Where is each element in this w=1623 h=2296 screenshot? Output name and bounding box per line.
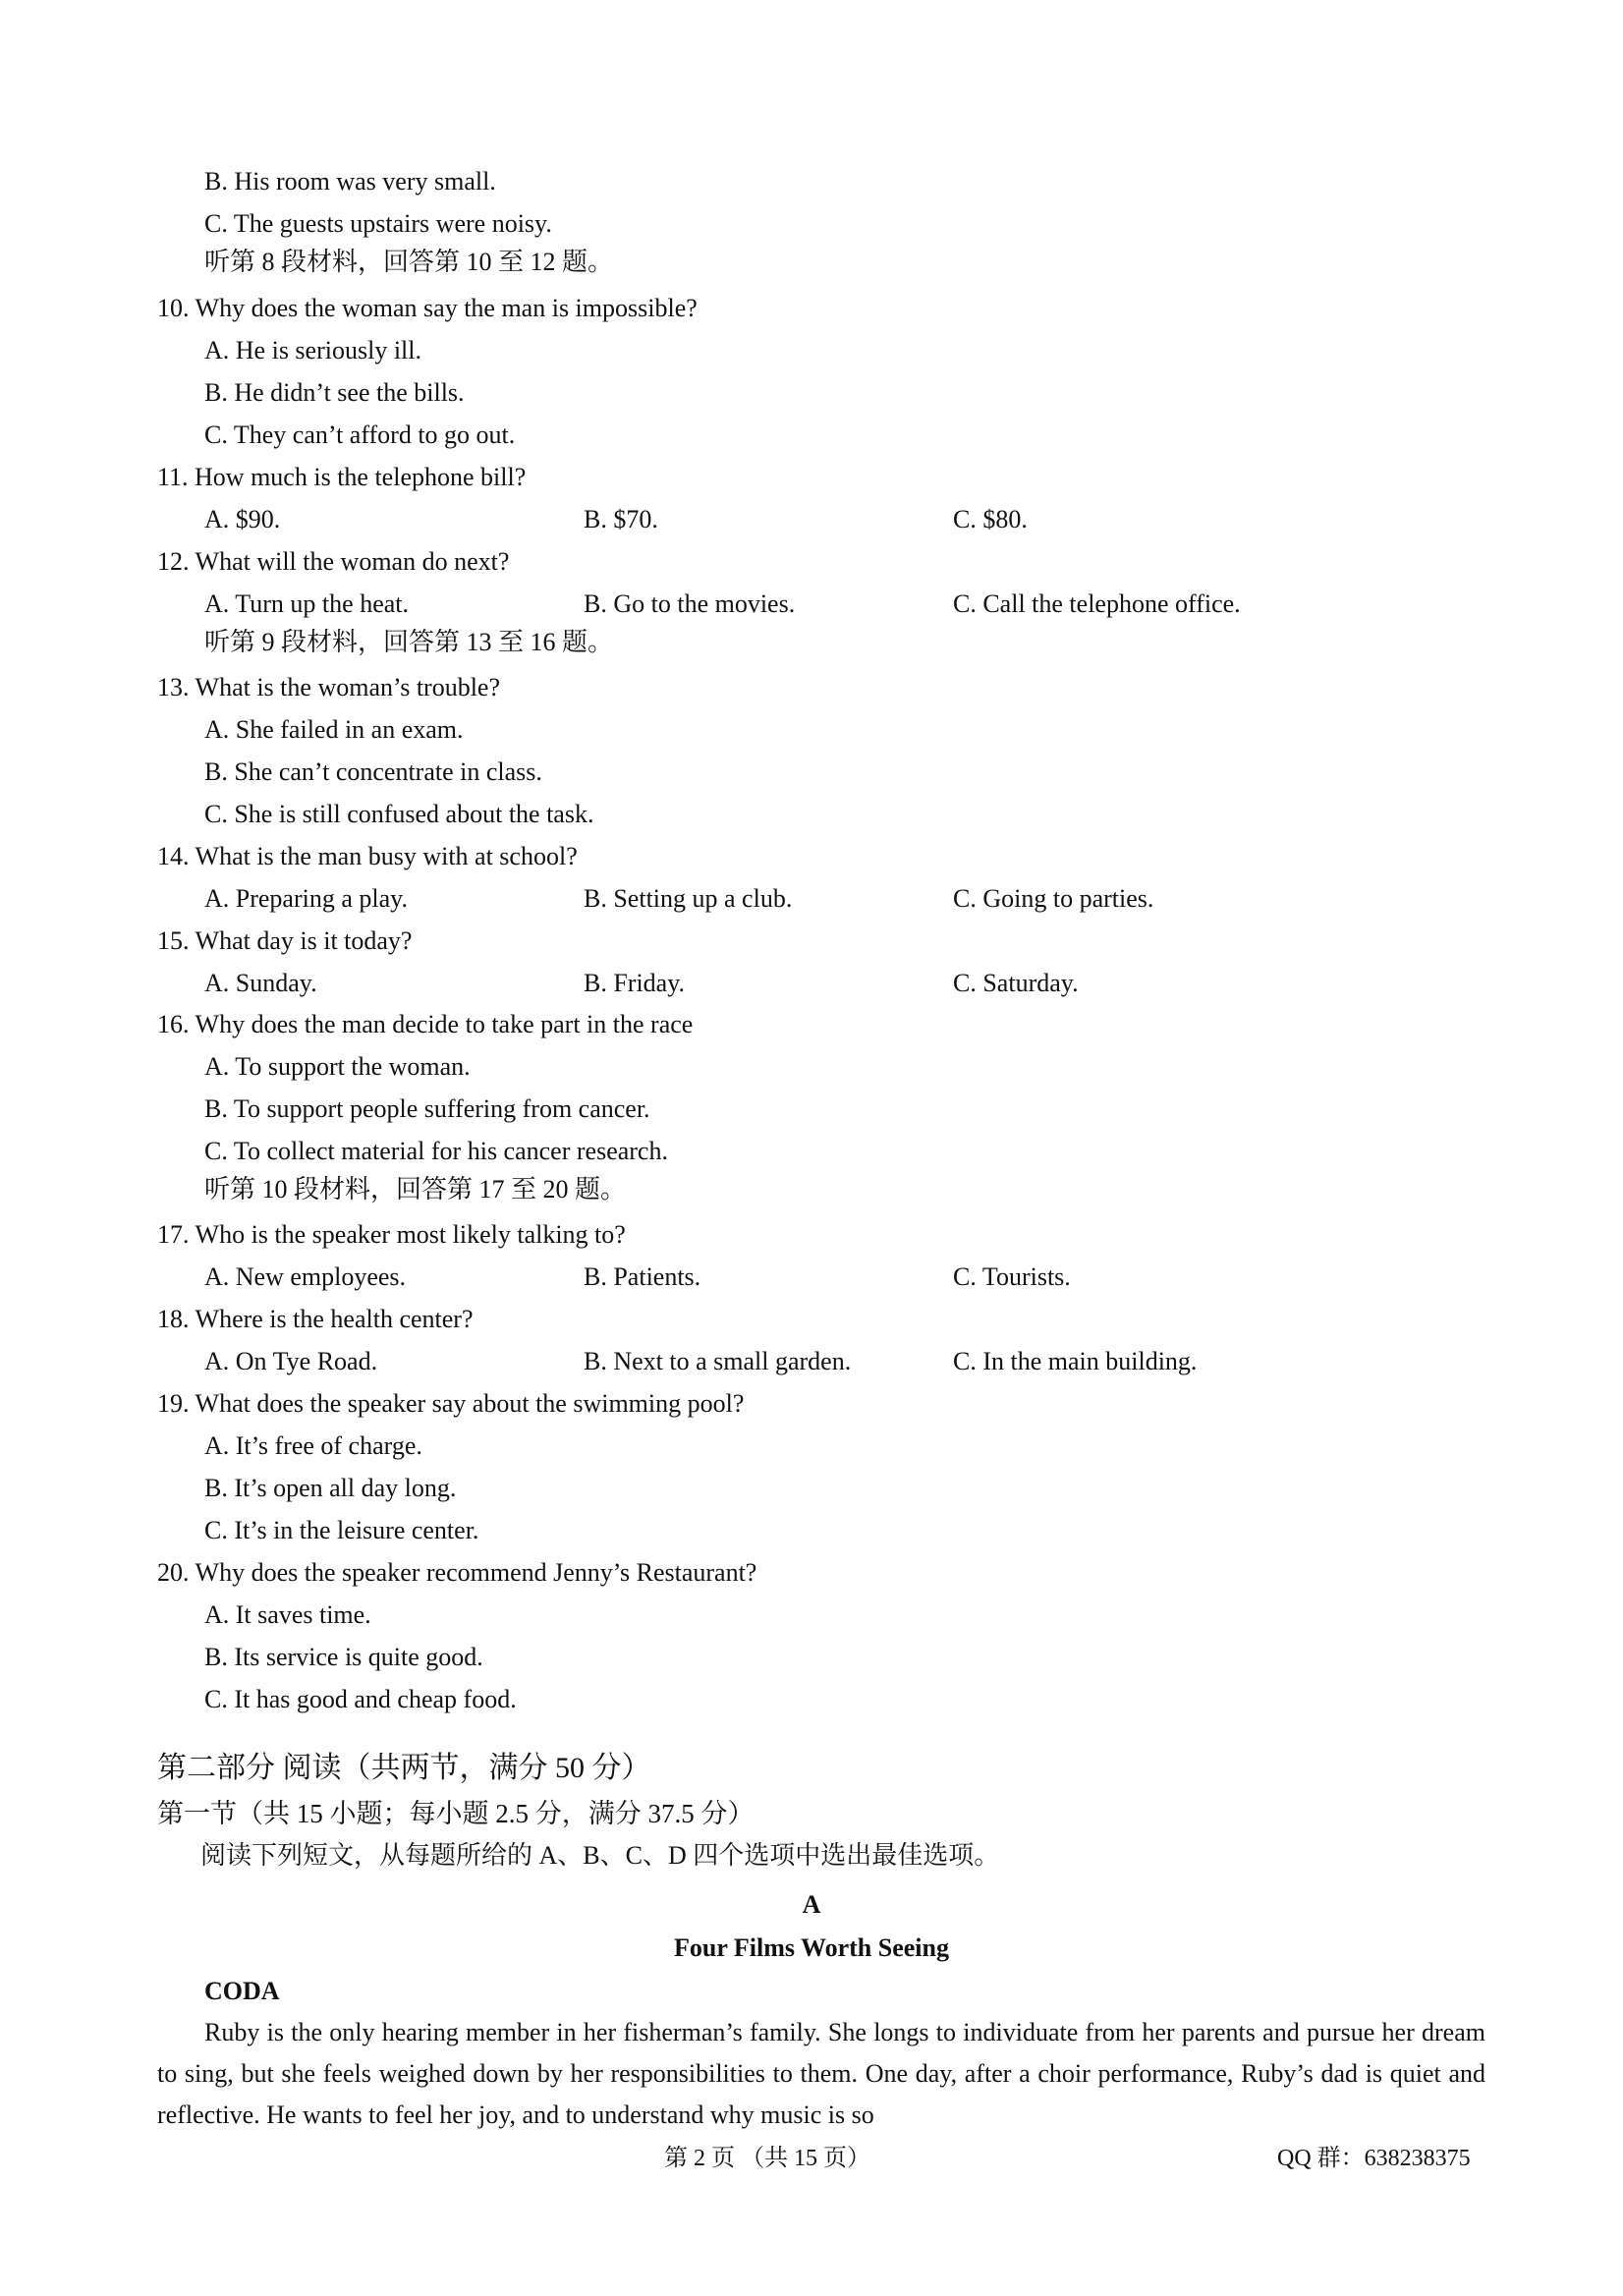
q14-option-c: C. Going to parties. (953, 884, 1154, 913)
q13-stem: 13. What is the woman’s trouble? (157, 673, 501, 701)
q18-option-c: C. In the main building. (953, 1347, 1198, 1375)
q18-stem: 18. Where is the health center? (157, 1305, 474, 1333)
q9-option-b: B. His room was very small. (204, 167, 496, 196)
section-note-10: 听第 10 段材料，回答第 17 至 20 题。 (204, 1175, 627, 1204)
q12-option-a: A. Turn up the heat. (204, 589, 409, 618)
q12-stem: 12. What will the woman do next? (157, 547, 510, 576)
q15-option-b: B. Friday. (584, 969, 686, 997)
passage-paragraph: Ruby is the only hearing member in her fisherman’s family. She longs to individuate from her parents and pursue her dream to sing, but she feels weighed down by her responsibilities to them. One day, after a choir performance, Ruby’s dad is quiet and reflective. He wants to feel her joy, and to understand why music is so (157, 2018, 1485, 2129)
q19-stem: 19. What does the speaker say about the swimming pool? (157, 1389, 745, 1418)
q13-option-b: B. She can’t concentrate in class. (204, 757, 542, 786)
q10-option-a: A. He is seriously ill. (204, 336, 421, 364)
q15-stem: 15. What day is it today? (157, 926, 413, 955)
page-number: 第 2 页 （共 15 页） (664, 2146, 870, 2171)
q10-stem: 10. Why does the woman say the man is impossible? (157, 294, 698, 322)
q17-option-b: B. Patients. (584, 1262, 701, 1291)
section-note-9: 听第 9 段材料，回答第 13 至 16 题。 (204, 628, 614, 656)
q20-option-a: A. It saves time. (204, 1600, 371, 1629)
q17-option-a: A. New employees. (204, 1262, 407, 1291)
q15-option-c: C. Saturday. (953, 969, 1079, 997)
q11-option-b: B. $70. (584, 505, 658, 533)
section-one-title: 第一节（共 15 小题；每小题 2.5 分，满分 37.5 分） (157, 1799, 755, 1828)
q17-option-c: C. Tourists. (953, 1262, 1071, 1291)
q14-option-a: A. Preparing a play. (204, 884, 408, 913)
reading-instruction: 阅读下列短文，从每题所给的 A、B、C、D 四个选项中选出最佳选项。 (200, 1841, 1000, 1870)
q20-option-b: B. Its service is quite good. (204, 1643, 483, 1671)
q9-option-c: C. The guests upstairs were noisy. (204, 209, 552, 238)
qq-group: QQ 群：638238375 (1277, 2146, 1471, 2171)
q12-option-b: B. Go to the movies. (584, 589, 796, 618)
q16-option-c: C. To collect material for his cancer research. (204, 1137, 668, 1165)
q18-option-b: B. Next to a small garden. (584, 1347, 852, 1375)
q11-stem: 11. How much is the telephone bill? (157, 463, 527, 491)
q14-stem: 14. What is the man busy with at school? (157, 842, 578, 870)
q13-option-a: A. She failed in an exam. (204, 715, 464, 744)
passage-title: Four Films Worth Seeing (674, 1933, 949, 1962)
q11-option-c: C. $80. (953, 505, 1028, 533)
q16-option-a: A. To support the woman. (204, 1052, 471, 1081)
film-title: CODA (204, 1977, 280, 2005)
q19-option-b: B. It’s open all day long. (204, 1474, 457, 1502)
q20-stem: 20. Why does the speaker recommend Jenny’s Restaurant? (157, 1558, 757, 1587)
q16-option-b: B. To support people suffering from cancer. (204, 1094, 650, 1123)
part-two-title: 第二部分 阅读（共两节，满分 50 分） (157, 1752, 651, 1784)
q10-option-b: B. He didn’t see the bills. (204, 378, 465, 407)
section-note-8: 听第 8 段材料，回答第 10 至 12 题。 (204, 248, 614, 276)
q19-option-c: C. It’s in the leisure center. (204, 1516, 479, 1544)
q12-option-c: C. Call the telephone office. (953, 589, 1241, 618)
q20-option-c: C. It has good and cheap food. (204, 1685, 517, 1713)
q15-option-a: A. Sunday. (204, 969, 317, 997)
q13-option-c: C. She is still confused about the task. (204, 800, 594, 828)
q14-option-b: B. Setting up a club. (584, 884, 793, 913)
passage-letter: A (802, 1890, 821, 1919)
q11-option-a: A. $90. (204, 505, 281, 533)
q10-option-c: C. They can’t afford to go out. (204, 420, 516, 449)
q18-option-a: A. On Tye Road. (204, 1347, 378, 1375)
q17-stem: 17. Who is the speaker most likely talking to? (157, 1220, 626, 1249)
q16-stem: 16. Why does the man decide to take part in the race (157, 1010, 694, 1038)
q19-option-a: A. It’s free of charge. (204, 1431, 422, 1460)
